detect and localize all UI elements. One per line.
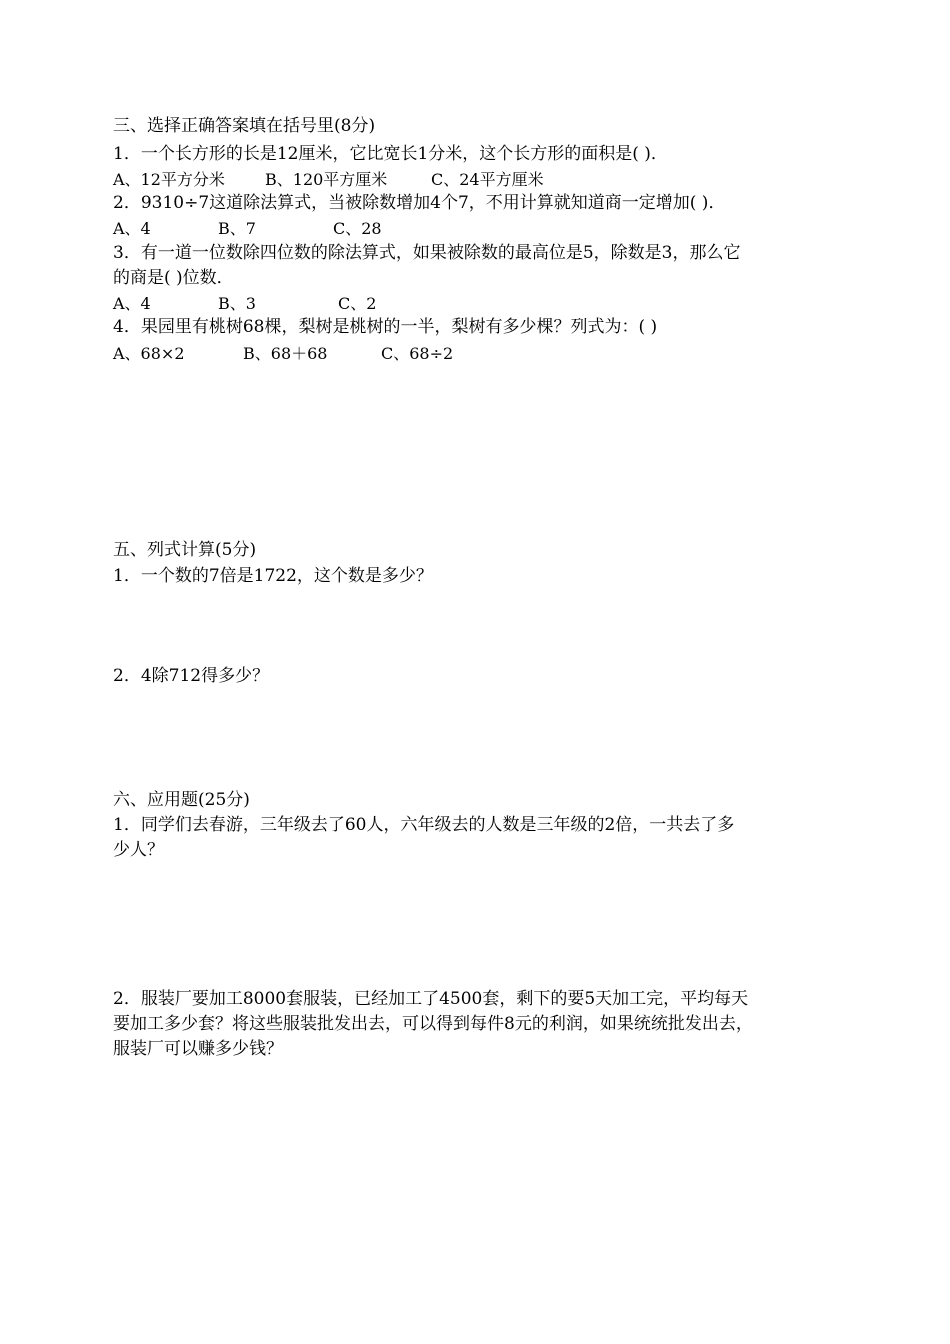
section3-q2-text: 2．9310÷7这道除法算式，当被除数增加4个7，不用计算就知道商一定增加( )． [113,193,726,213]
section3-q1-option-a: A、12平方分米 [113,170,225,189]
section3-q3-text-line2: 的商是( )位数． [113,268,234,288]
section3-q3-option-a: A、4 [113,294,151,313]
section3-q1-option-c: C、24平方厘米 [431,170,544,189]
section3-q1-option-b: B、120平方厘米 [265,170,388,189]
section6-q1-line2: 少人？ [113,840,164,860]
section3-q3-option-c: C、2 [338,294,377,313]
section3-q4-option-b: B、68＋68 [243,344,328,363]
section6-q2-line3: 服装厂可以赚多少钱？ [113,1039,283,1059]
section3-q3-text-line1: 3．有一道一位数除四位数的除法算式，如果被除数的最高位是5，除数是3，那么它 [113,243,741,263]
section3-q2-option-a: A、4 [113,219,151,238]
section5-q2: 2．4除712得多少？ [113,666,270,686]
section3-q2-option-c: C、28 [333,219,382,238]
section3-q4-option-c: C、68÷2 [381,344,454,363]
section6-q2-line1: 2．服装厂要加工8000套服装，已经加工了4500套，剩下的要5天加工完，平均每天 [113,989,749,1009]
section6-q2-line2: 要加工多少套？将这些服装批发出去，可以得到每件8元的利润，如果统统批发出去， [113,1014,753,1034]
section3-q4-text: 4．果园里有桃树68棵，梨树是桃树的一半，梨树有多少棵？列式为：( ) [113,317,658,337]
section6-q1-line1: 1．同学们去春游，三年级去了60人，六年级去的人数是三年级的2倍，一共去了多 [113,815,735,835]
section3-q1-text: 1．一个长方形的长是12厘米，它比宽长1分米，这个长方形的面积是( )． [113,144,668,164]
section3-heading: 三、选择正确答案填在括号里(8分) [113,116,376,136]
section6-heading: 六、应用题(25分) [113,790,250,810]
section3-q2-option-b: B、7 [218,219,256,238]
section5-heading: 五、列式计算(5分) [113,540,257,560]
section3-q4-option-a: A、68×2 [113,344,185,363]
section5-q1: 1．一个数的7倍是1722，这个数是多少？ [113,566,433,586]
section3-q3-option-b: B、3 [218,294,256,313]
